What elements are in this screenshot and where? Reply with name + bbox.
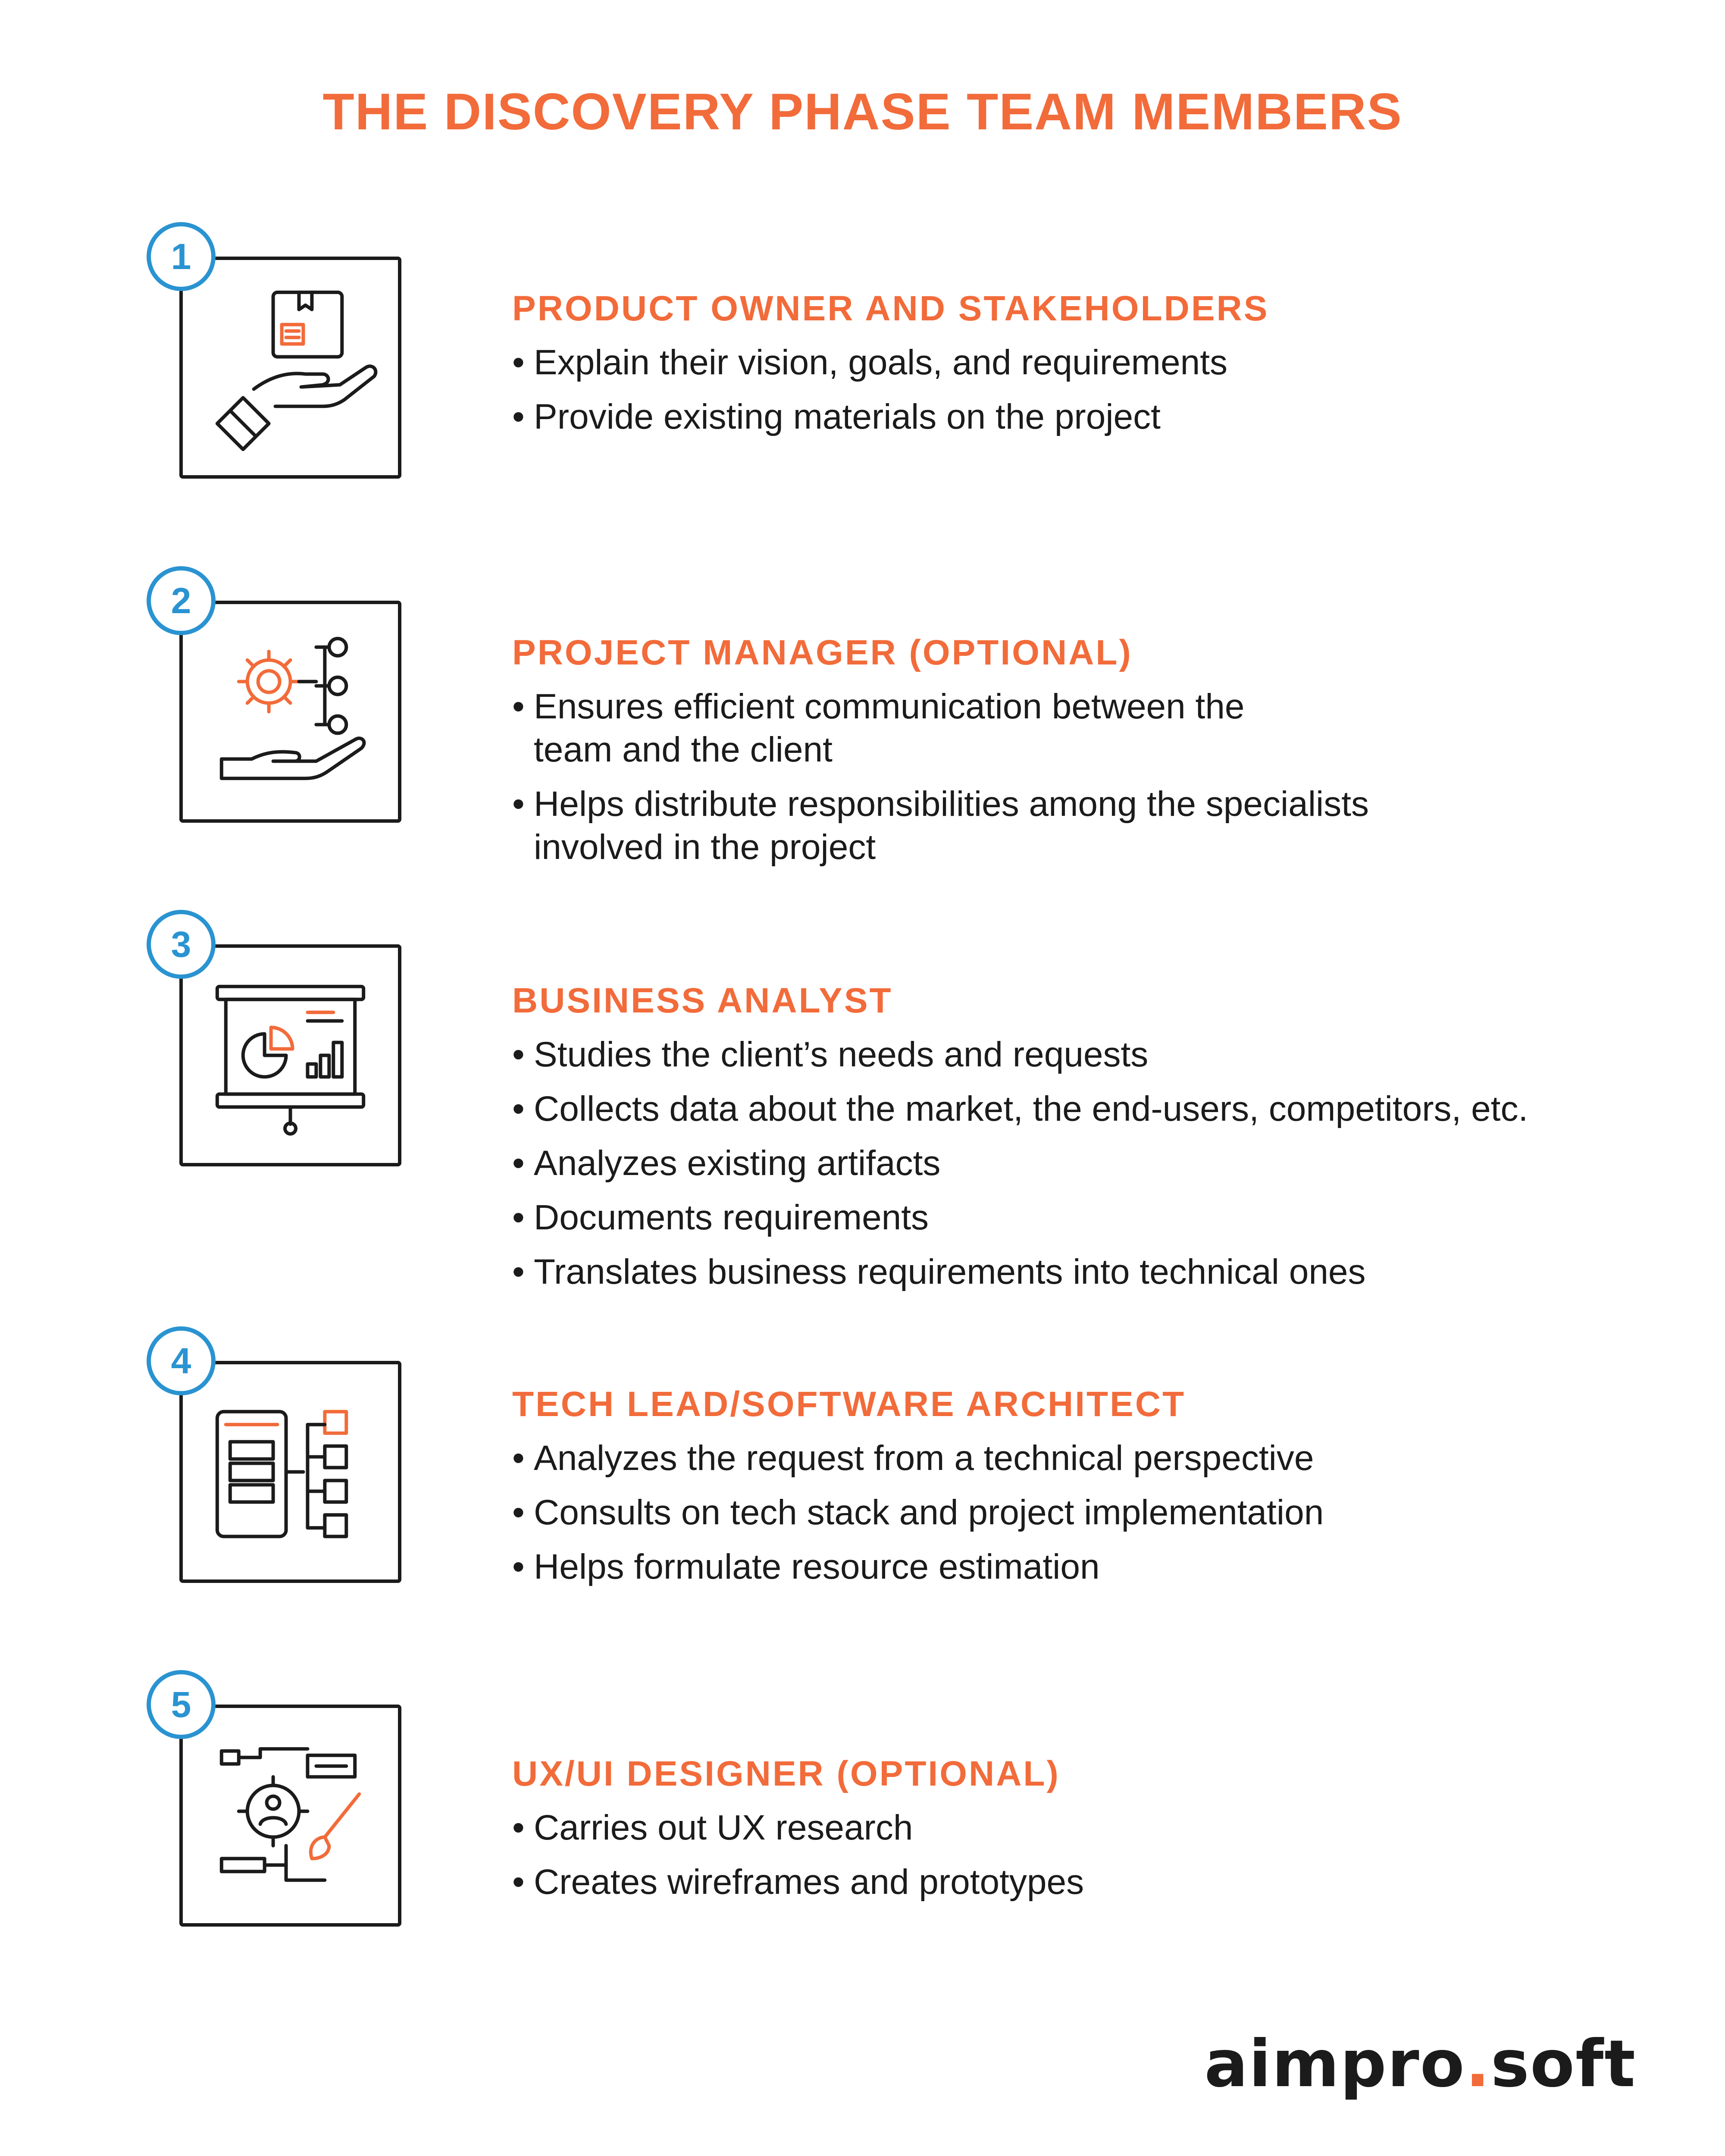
- list-item: • Provide existing materials on the project: [512, 395, 1650, 439]
- member-details: [512, 635, 1418, 880]
- step-number-badge: 2: [147, 566, 216, 635]
- list-item: • Helps formulate resource estimation: [512, 1545, 1650, 1589]
- icon-frame: [179, 257, 401, 479]
- company-logo: [1204, 2027, 1636, 2102]
- hand-gear-network-icon: [183, 604, 398, 819]
- member-details: [512, 1387, 1650, 1600]
- list-item: • Translates business requirements into technical ones: [512, 1250, 1650, 1294]
- member-title: TECH LEAD/SOFTWARE ARCHITECT: [512, 1385, 1186, 1424]
- list-item: • Explain their vision, goals, and requirements: [512, 341, 1650, 384]
- page-title: THE DISCOVERY PHASE TEAM MEMBERS: [322, 83, 1403, 141]
- member-title: UX/UI DESIGNER (OPTIONAL): [512, 1754, 1060, 1793]
- list-item: • Analyzes the request from a technical perspective: [512, 1437, 1650, 1480]
- logo-text-secondary: soft: [1490, 2027, 1636, 2102]
- logo-dot: .: [1465, 2027, 1491, 2102]
- list-item: • Ensures efficient communication between the team and the client: [512, 685, 1267, 771]
- responsibility-list: [512, 1806, 1650, 1904]
- step-number-badge: 5: [147, 1670, 216, 1739]
- list-item: • Studies the client’s needs and requests: [512, 1033, 1650, 1076]
- member-title: PRODUCT OWNER AND STAKEHOLDERS: [512, 289, 1269, 328]
- step-number-badge: 1: [147, 222, 216, 291]
- presentation-board-icon: [183, 948, 398, 1163]
- responsibility-list: [512, 1437, 1650, 1589]
- member-details: [512, 291, 1650, 450]
- step-number-badge: 3: [147, 910, 216, 979]
- hand-holding-box-icon: [183, 260, 398, 475]
- responsibility-list: [512, 685, 1418, 869]
- list-item: • Collects data about the market, the end-users, competitors, etc.: [512, 1087, 1650, 1131]
- member-title: BUSINESS ANALYST: [512, 981, 893, 1020]
- list-item: • Documents requirements: [512, 1196, 1650, 1239]
- architecture-diagram-icon: [183, 1364, 398, 1579]
- step-number-badge: 4: [147, 1326, 216, 1395]
- member-details: [512, 983, 1650, 1305]
- list-item: • Analyzes existing artifacts: [512, 1142, 1650, 1185]
- list-item: • Carries out UX research: [512, 1806, 1650, 1849]
- list-item: • Helps distribute responsibilities among the specialists involved in the project: [512, 783, 1431, 869]
- member-details: [512, 1756, 1650, 1915]
- icon-frame: [179, 944, 401, 1166]
- list-item: • Creates wireframes and prototypes: [512, 1861, 1650, 1904]
- responsibility-list: [512, 1033, 1650, 1294]
- ux-design-target-brush-icon: [183, 1708, 398, 1923]
- member-title: PROJECT MANAGER (OPTIONAL): [512, 633, 1133, 672]
- icon-frame: [179, 1705, 401, 1927]
- icon-frame: [179, 601, 401, 823]
- logo-text-primary: aimpro: [1204, 2027, 1465, 2102]
- icon-frame: [179, 1361, 401, 1583]
- list-item: • Consults on tech stack and project implementation: [512, 1491, 1650, 1534]
- responsibility-list: [512, 341, 1650, 439]
